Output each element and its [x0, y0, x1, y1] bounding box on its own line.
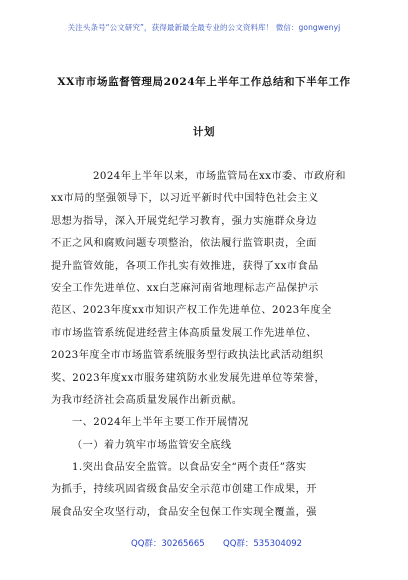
- body-line: 市市场监管系统促进经营主体高质量发展工作先进单位、: [51, 327, 317, 339]
- document-body: [51, 166, 363, 524]
- body-line: xx市局的坚强领导下，以习近平新时代中国特色社会主义: [51, 193, 319, 205]
- body-line: 为我市经济社会高质量发展作出新贡献。: [51, 394, 243, 406]
- body-line: 奖、2023年度xx市服务建筑防水业发展先进单位等荣誉，: [51, 372, 326, 384]
- body-line: 安全工作先进单位、xx白芝麻河南省地理标志产品保护示: [51, 282, 319, 294]
- document-title-line2: 计划: [192, 126, 216, 138]
- body-line: 2024年上半年以来，市场监管局在xx市委、市政府和: [93, 171, 346, 182]
- body-line: 1.突出食品安全监管。以食品安全“两个责任”落实: [72, 462, 307, 474]
- section-heading: 一、2024年上半年主要工作开展情况: [72, 417, 249, 429]
- body-line: 为抓手，持续巩固省级食品安全示范市创建工作成果，开: [51, 484, 317, 496]
- body-line: 不正之风和腐败问题专项整治，依法履行监管职责，全面: [51, 238, 317, 250]
- body-line: 范区、2023年度xx市知识产权工作先进单位、2023年度全: [51, 305, 332, 317]
- body-line: 2023年度全市市场监管系统服务型行政执法比武活动组织: [51, 350, 324, 362]
- body-line: 展食品安全攻坚行动，食品安全包保工作实现全覆盖，强: [51, 506, 317, 518]
- body-line: 提升监管效能，各项工作扎实有效推进，获得了xx市食品: [51, 260, 319, 272]
- footer: [0, 537, 408, 553]
- body-line: 思想为指导，深入开展党纪学习教育，强力实施群众身边: [51, 215, 317, 227]
- subsection-heading: （一）着力筑牢市场监管安全底线: [72, 439, 232, 451]
- qq-group-2: QQ群：535304092: [223, 539, 303, 549]
- header-banner: 关注头条号“公文研究”，获得最新最全最专业的公文资料库！ 微信：gongwenyj: [67, 23, 341, 32]
- document-title-line1: XX市市场监督管理局2024年上半年工作总结和下半年工作: [57, 76, 351, 88]
- qq-group-1: QQ群：30265665: [131, 539, 205, 549]
